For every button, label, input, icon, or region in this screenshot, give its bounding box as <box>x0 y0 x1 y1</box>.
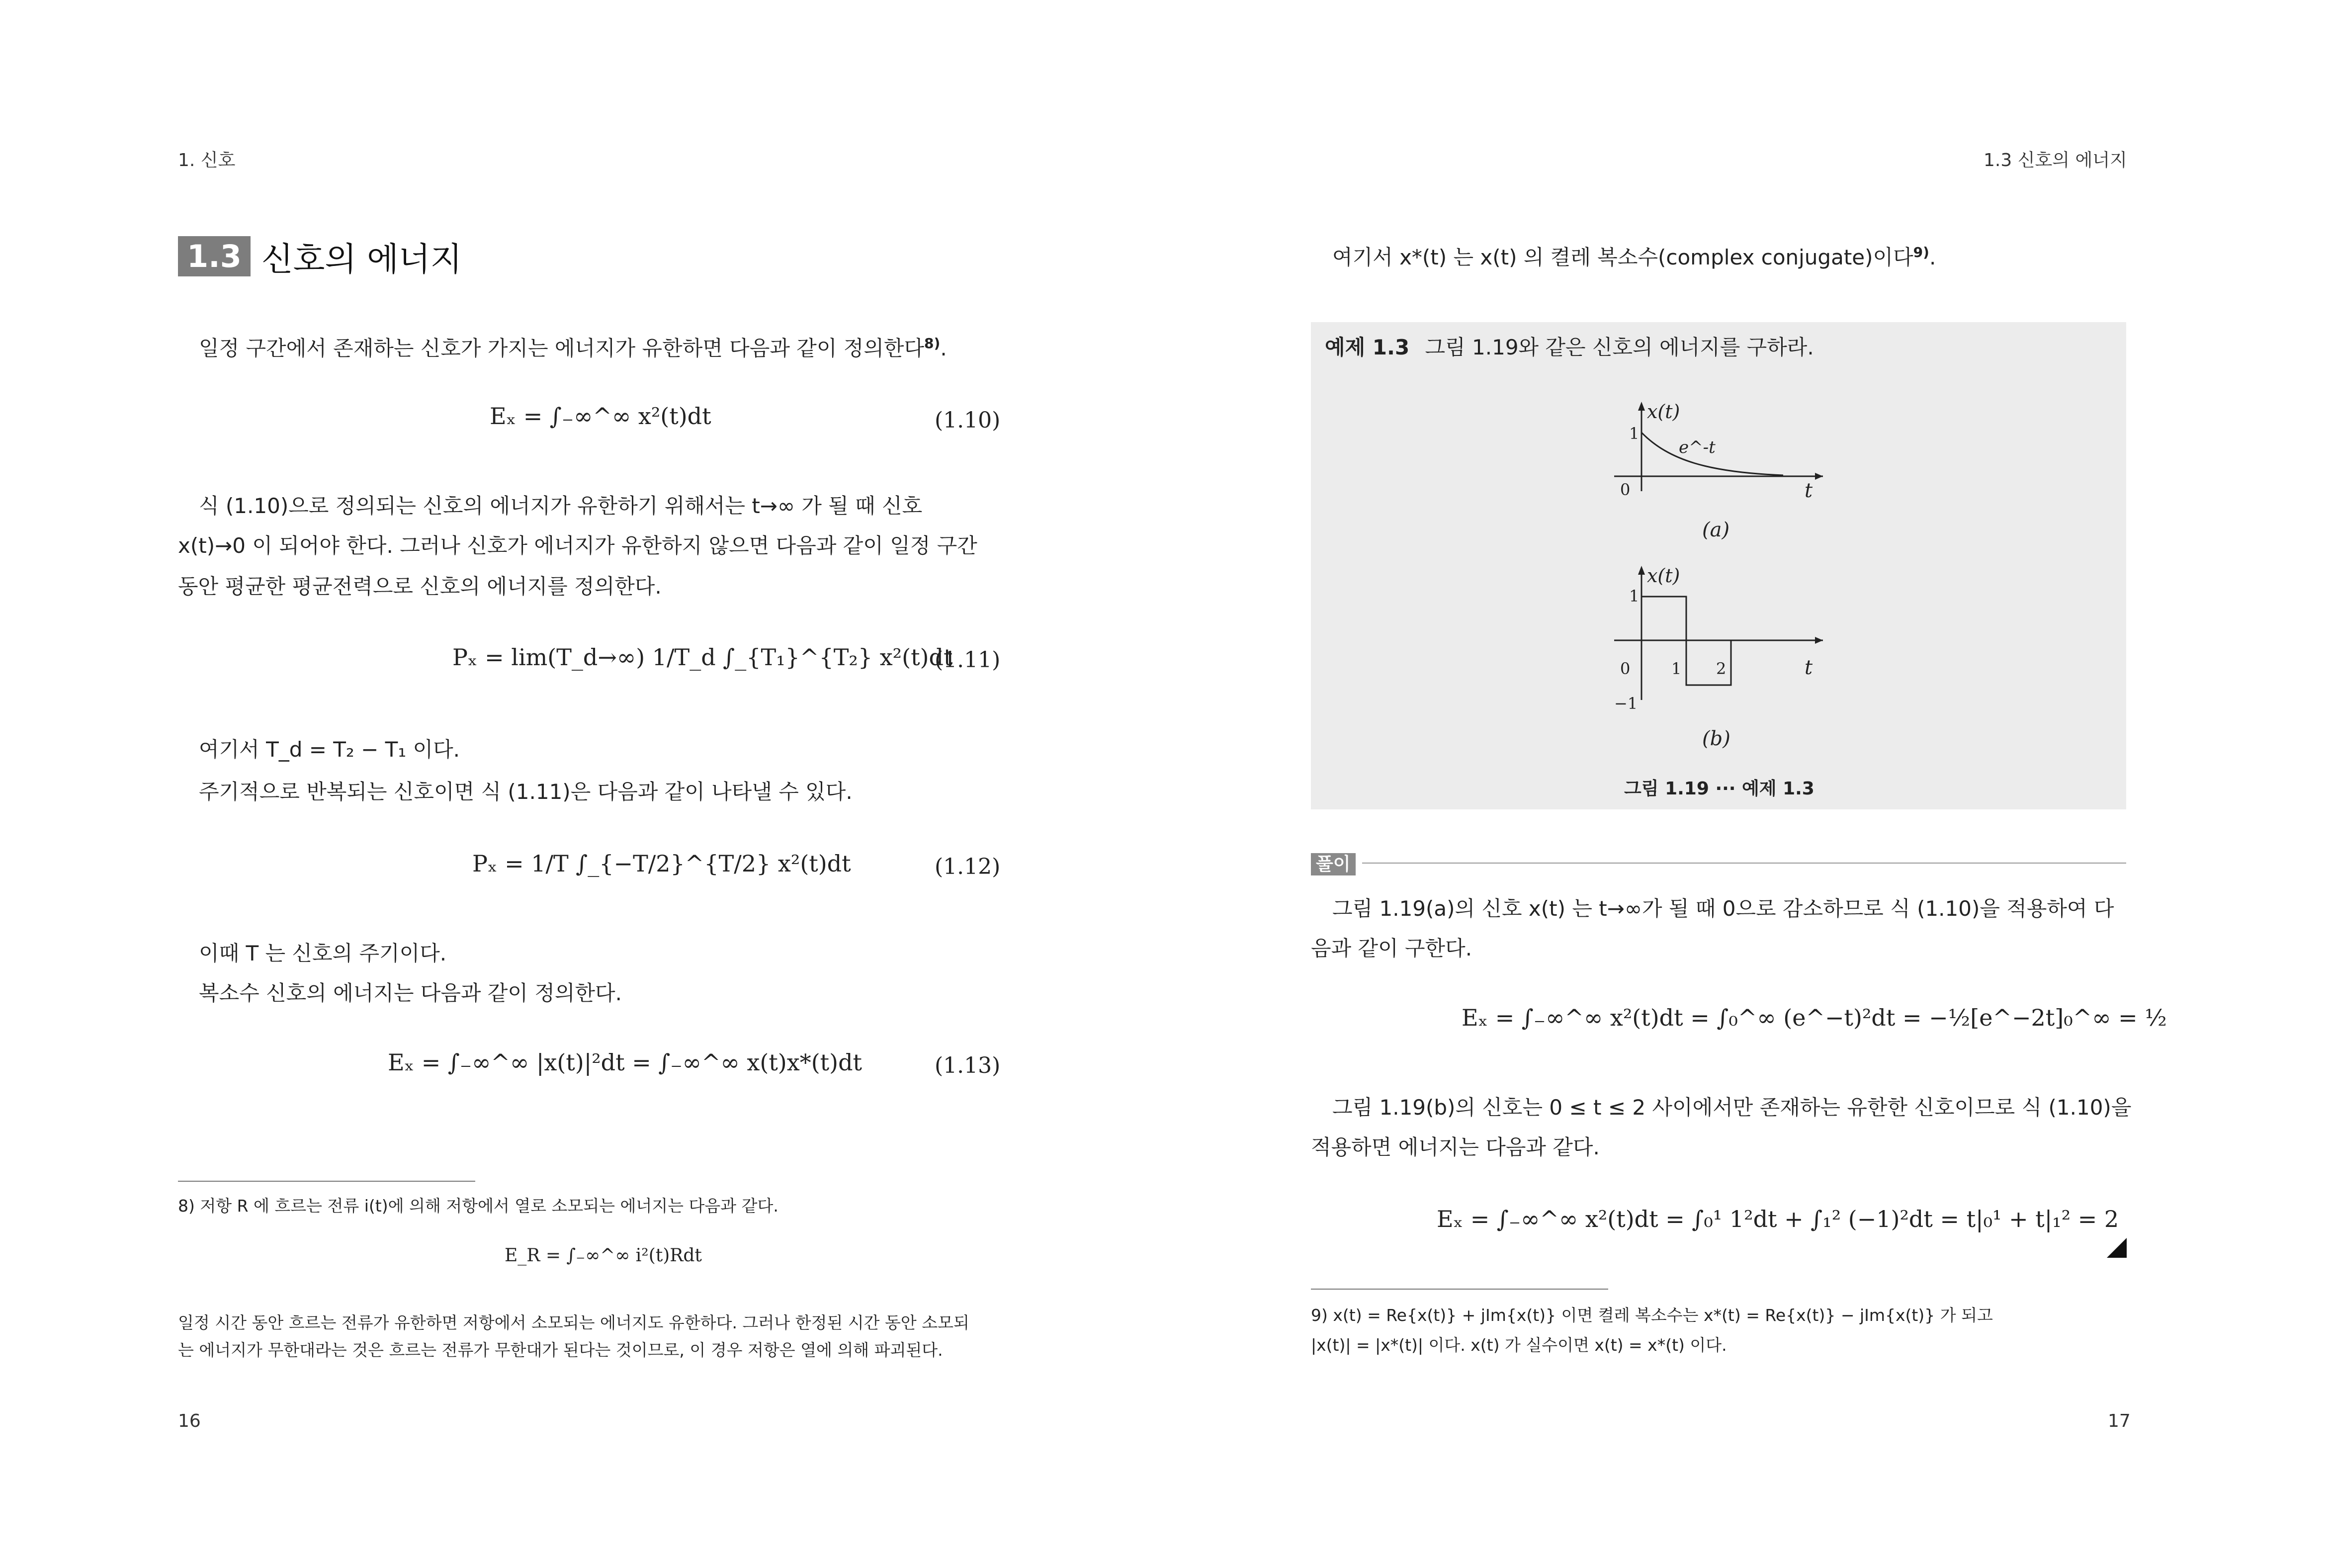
fig-b-tick-pos: 1 <box>1629 587 1640 606</box>
footnote-9-line: 9) x(t) = Re{x(t)} + jIm{x(t)} 이면 켤레 복소수는 x*(t) = Re{x(t)} − jIm{x(t)} 가 되고 <box>1311 1306 1993 1325</box>
page-number-right: 17 <box>2108 1411 2131 1431</box>
paragraph: 일정 구간에서 존재하는 신호가 가지는 에너지가 유한하면 다음과 같이 정의한다$^{8)}$. <box>199 335 947 360</box>
paragraph-line: x(t)→0 이 되어야 한다. 그러나 신호가 에너지가 유한하지 않으면 다음과 같이 일정 구간 <box>178 533 977 558</box>
solution-equation-b: Eₓ = ∫₋∞^∞ x²(t)dt = ∫₀¹ 1²dt + ∫₁² (−1)²dt = t|₀¹ + t|₁² = 2 <box>1437 1206 2119 1232</box>
fig-b-origin: 0 <box>1620 659 1631 678</box>
paragraph: 여기서 x*(t) 는 x(t) 의 켤레 복소수(complex conjugate)이다$^{9)}$. <box>1332 244 1936 269</box>
pulse-positive <box>1641 597 1686 640</box>
fig-b-caption: (b) <box>1702 727 1730 750</box>
paragraph-line: 그림 1.19(b)의 신호는 0 ≤ t ≤ 2 사이에서만 존재하는 유한한 신호이므로 식 (1.10)을 <box>1332 1095 2132 1120</box>
fig-b-x-label: t <box>1805 656 1813 679</box>
footnote-8-equation: E_R = ∫₋∞^∞ i²(t)Rdt <box>505 1245 702 1266</box>
paragraph-line: 이때 T 는 신호의 주기이다. <box>199 941 447 965</box>
figure-1-19a <box>1609 397 1828 516</box>
running-header-right: 1.3 신호의 에너지 <box>1984 150 2127 171</box>
x-axis-arrow <box>1815 637 1823 644</box>
y-axis-arrow <box>1638 402 1645 411</box>
paragraph-line: 복소수 신호의 에너지는 다음과 같이 정의한다. <box>199 981 622 1005</box>
section-heading <box>178 233 462 280</box>
fig-a-origin: 0 <box>1620 480 1631 499</box>
fig-a-caption: (a) <box>1702 519 1730 541</box>
footnote-divider <box>178 1181 475 1182</box>
equation-1-11: Pₓ = lim(T_d→∞) 1/T_d ∫_{T₁}^{T₂} x²(t)dt <box>452 644 953 671</box>
example-box <box>1311 322 2126 809</box>
section-number: 1.3 <box>178 236 251 276</box>
equation-number: (1.11) <box>935 647 1001 673</box>
equation-number: (1.13) <box>935 1053 1001 1078</box>
example-text: 그림 1.19와 같은 신호의 에너지를 구하라. <box>1425 335 1814 359</box>
section-title: 신호의 에너지 <box>261 240 462 278</box>
equation-1-13: Eₓ = ∫₋∞^∞ |x(t)|²dt = ∫₋∞^∞ x(t)x*(t)dt <box>388 1049 863 1076</box>
figure-caption: 그림 1.19 ··· 예제 1.3 <box>1624 779 1814 799</box>
equation-number: (1.12) <box>935 854 1001 879</box>
fig-a-y-label: x(t) <box>1647 401 1680 423</box>
y-axis-arrow <box>1638 566 1645 575</box>
footnote-8-line: 일정 시간 동안 흐르는 전류가 유한하면 저항에서 소모되는 에너지도 유한하다. 그러나 한정된 시간 동안 소모되 <box>178 1313 969 1332</box>
footnote-ref: 9) <box>1913 244 1929 261</box>
page-number-left: 16 <box>178 1411 201 1431</box>
fig-b-tick-x2: 2 <box>1716 659 1727 678</box>
equation-number: (1.10) <box>935 408 1001 433</box>
x-axis-arrow <box>1815 473 1823 480</box>
footnote-9-line: |x(t)| = |x*(t)| 이다. x(t) 가 실수이면 x(t) = x*(t) 이다. <box>1311 1335 1727 1355</box>
paragraph-line: 적용하면 에너지는 다음과 같다. <box>1311 1135 1600 1159</box>
running-header-left: 1. 신호 <box>178 150 236 171</box>
fig-a-tick-1: 1 <box>1629 424 1640 443</box>
footnote-ref: 8) <box>924 335 941 351</box>
fig-b-tick-x1: 1 <box>1671 659 1682 678</box>
paragraph-line: 식 (1.10)으로 정의되는 신호의 에너지가 유한하기 위해서는 t→∞ 가 될 때 신호 <box>199 494 923 518</box>
example-label: 예제 1.3 <box>1325 335 1410 359</box>
paragraph-line: 동안 평균한 평균전력으로 신호의 에너지를 정의한다. <box>178 574 662 599</box>
solution-equation-a: Eₓ = ∫₋∞^∞ x²(t)dt = ∫₀^∞ (e^−t)²dt = −½[e^−2t]₀^∞ = ½ <box>1462 1004 2167 1031</box>
fig-a-x-label: t <box>1805 479 1813 502</box>
end-of-example-icon <box>2107 1238 2127 1258</box>
solution-badge-wrap <box>1311 850 1356 875</box>
solution-divider <box>1362 863 2126 864</box>
paragraph-line: 음과 같이 구한다. <box>1311 936 1472 960</box>
footnote-8-line: 8) 저항 R 에 흐르는 전류 i(t)에 의해 저항에서 열로 소모되는 에너지는 다음과 같다. <box>178 1196 778 1216</box>
example-heading <box>1325 331 1814 361</box>
footnote-divider <box>1311 1289 1608 1290</box>
fig-b-tick-neg: −1 <box>1614 694 1638 713</box>
paragraph-line: 그림 1.19(a)의 신호 x(t) 는 t→∞가 될 때 0으로 감소하므로 식 (1.10)을 적용하여 다 <box>1332 896 2114 921</box>
solution-badge: 풀이 <box>1311 853 1356 875</box>
footnote-8-line: 는 에너지가 무한대라는 것은 흐르는 전류가 무한대가 된다는 것이므로, 이 경우 저항은 열에 의해 파괴된다. <box>178 1340 943 1360</box>
fig-b-y-label: x(t) <box>1647 565 1680 587</box>
fig-a-curve-label: e^-t <box>1679 437 1716 457</box>
paragraph-line: 주기적으로 반복되는 신호이면 식 (1.11)은 다음과 같이 나타낼 수 있다. <box>199 780 853 804</box>
equation-1-12: Pₓ = 1/T ∫_{−T/2}^{T/2} x²(t)dt <box>472 850 851 877</box>
figure-1-19b <box>1609 561 1828 710</box>
equation-1-10: Eₓ = ∫₋∞^∞ x²(t)dt <box>490 403 711 430</box>
paragraph-line: 여기서 T_d = T₂ − T₁ 이다. <box>199 737 460 762</box>
